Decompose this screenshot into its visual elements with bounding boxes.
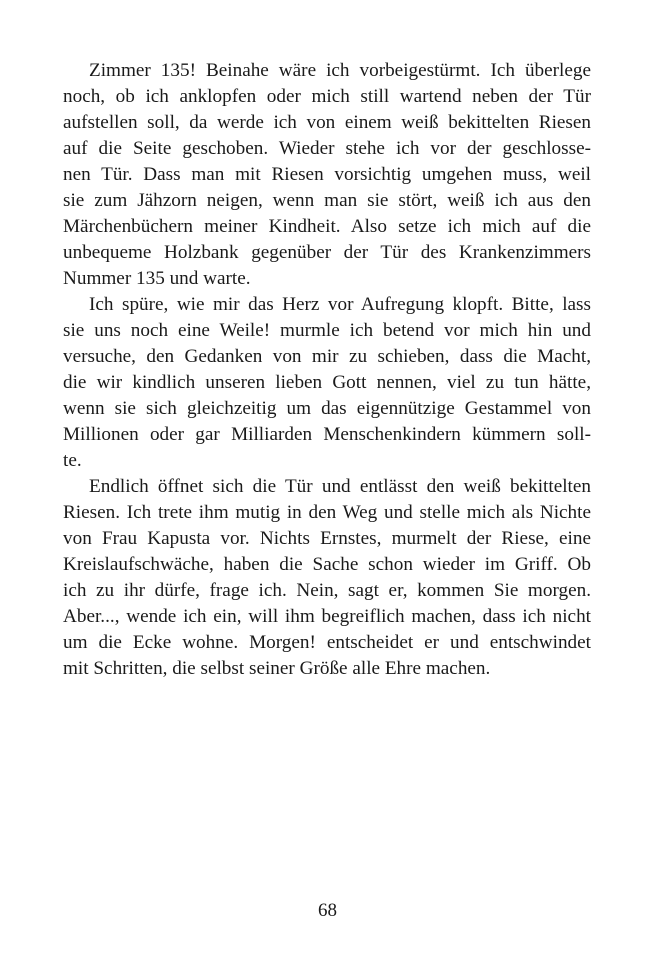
text-line: te.	[63, 450, 82, 471]
text-line: wenn sie sich gleichzeitig um das eigennützige Gestammel von	[63, 398, 591, 419]
text-line: Aber..., wende ich ein, will ihm begreiflich machen, dass ich nicht	[63, 606, 591, 627]
paragraph-3	[63, 474, 591, 682]
text-line: aufstellen soll, da werde ich von einem weiß bekittelten Riesen	[63, 112, 591, 133]
text-line: von Frau Kapusta vor. Nichts Ernstes, murmelt der Riese, eine	[63, 528, 591, 549]
text-line: noch, ob ich anklopfen oder mich still wartend neben der Tür	[63, 86, 591, 107]
text-line: mit Schritten, die selbst seiner Größe alle Ehre machen.	[63, 658, 491, 679]
text-line: Nummer 135 und warte.	[63, 268, 251, 289]
page-number: 68	[318, 900, 337, 921]
text-line: unbequeme Holzbank gegenüber der Tür des Krankenzimmers	[63, 242, 591, 263]
text-line: Riesen. Ich trete ihm mutig in den Weg und stelle mich als Nichte	[63, 502, 591, 523]
text-line: die wir kindlich unseren lieben Gott nennen, viel zu tun hätte,	[63, 372, 591, 393]
text-line: Kreislaufschwäche, haben die Sache schon wieder im Griff. Ob	[63, 554, 591, 575]
text-line: nen Tür. Dass man mit Riesen vorsichtig umgehen muss, weil	[63, 164, 591, 185]
text-line: um die Ecke wohne. Morgen! entscheidet er und entschwindet	[63, 632, 591, 653]
text-line: Zimmer 135! Beinahe wäre ich vorbeigestürmt. Ich überlege	[89, 60, 591, 81]
text-line: ich zu ihr dürfe, frage ich. Nein, sagt er, kommen Sie morgen.	[63, 580, 591, 601]
text-line: Märchenbüchern meiner Kindheit. Also setze ich mich auf die	[63, 216, 591, 237]
text-line: Ich spüre, wie mir das Herz vor Aufregung klopft. Bitte, lass	[89, 294, 591, 315]
text-line: versuche, den Gedanken von mir zu schieben, dass die Macht,	[63, 346, 591, 367]
text-line: Millionen oder gar Milliarden Menschenkindern kümmern soll-	[63, 424, 591, 445]
text-line: auf die Seite geschoben. Wieder stehe ich vor der geschlosse-	[63, 138, 591, 159]
body-text	[63, 58, 591, 682]
paragraph-2	[63, 292, 591, 474]
paragraph-1	[63, 58, 591, 292]
text-line: sie zum Jähzorn neigen, wenn man sie stört, weiß ich aus den	[63, 190, 591, 211]
text-line: sie uns noch eine Weile! murmle ich betend vor mich hin und	[63, 320, 591, 341]
text-line: Endlich öffnet sich die Tür und entlässt den weiß bekittelten	[89, 476, 591, 497]
